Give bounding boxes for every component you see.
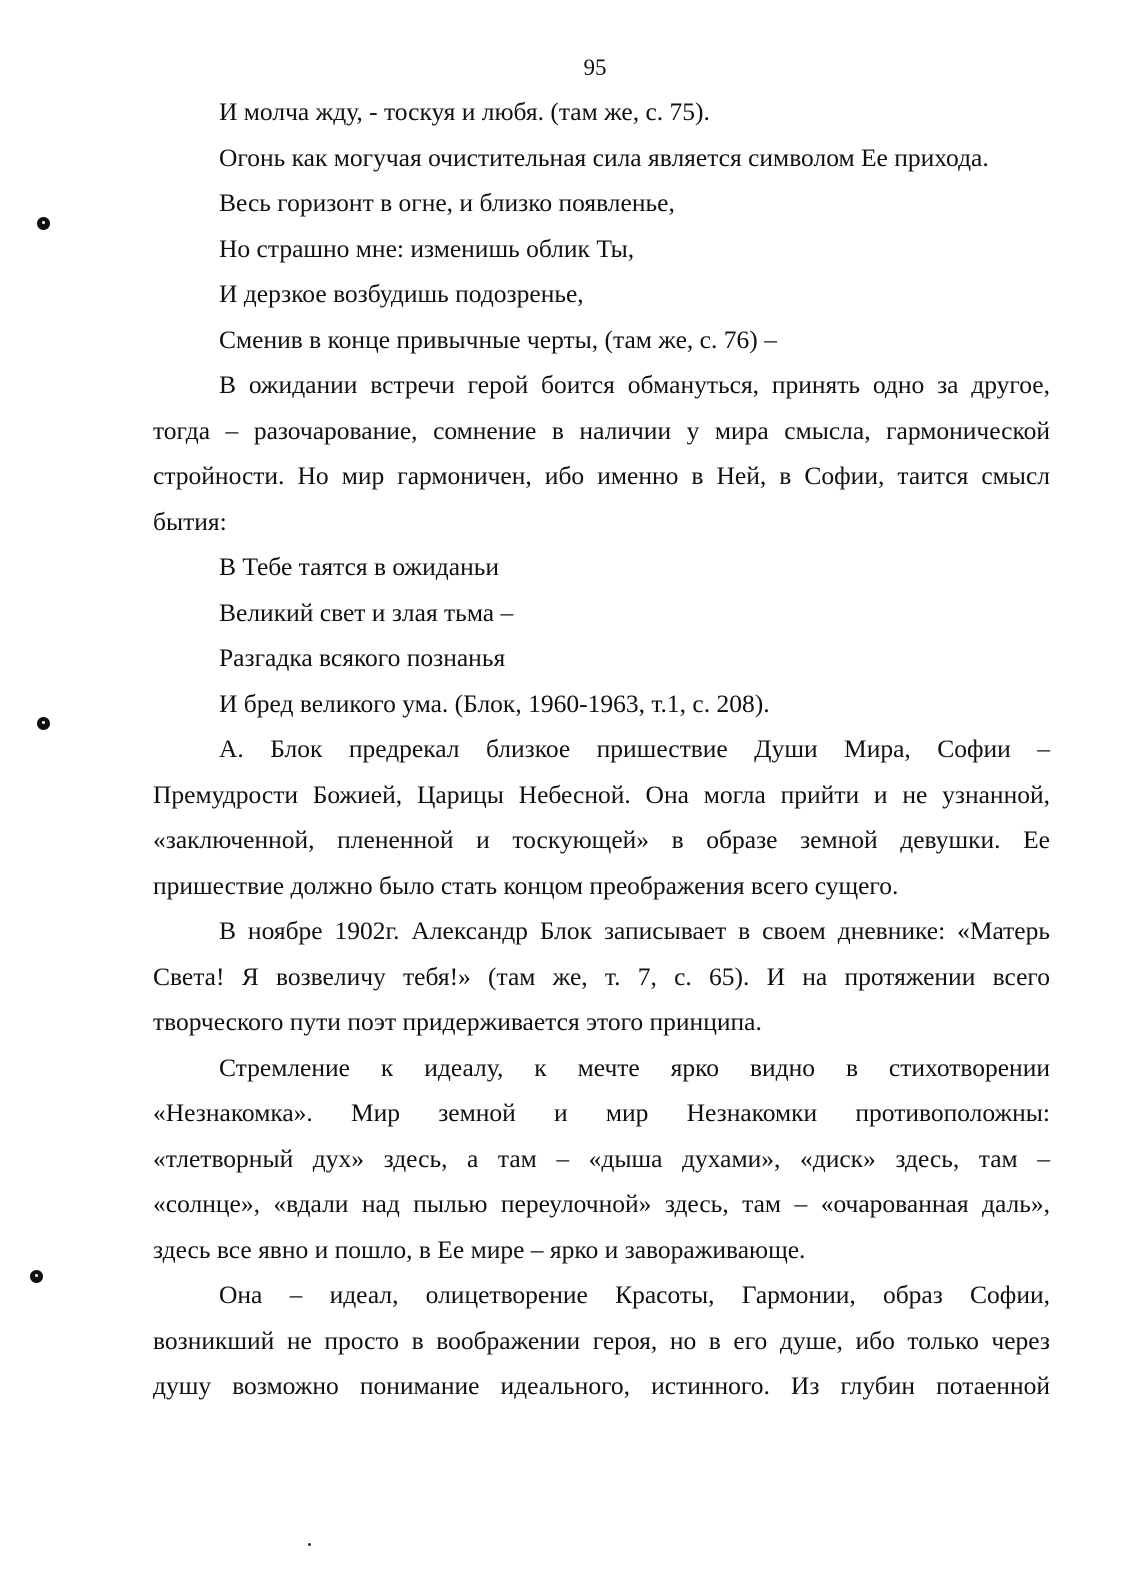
poem-line: И молча жду, - тоскуя и любя. (там же, с. 75). bbox=[219, 97, 710, 126]
paragraph-line: А. Блок предрекал близкое пришествие Души Мира, Софии – bbox=[219, 734, 1050, 763]
paragraph-line: Стремление к идеалу, к мечте ярко видно в стихотворении bbox=[219, 1052, 1050, 1082]
paragraph-line: Света! Я возвеличу тебя!» (там же, т. 7, с. 65). И на протяжении всего bbox=[153, 961, 1050, 991]
paragraph-line: тогда – разочарование, сомнение в наличии у мира смысла, гармонической bbox=[153, 415, 1050, 445]
poem-line: Великий свет и злая тьма – bbox=[219, 597, 514, 627]
paragraph-line: «солнце», «вдали над пылью переулочной» здесь, там – «очарованная даль», bbox=[153, 1189, 1050, 1218]
paragraph-line: В ожидании встречи герой боится обмануться, принять одно за другое, bbox=[219, 370, 1050, 399]
paragraph-line: возникший не просто в воображении героя, но в его душе, ибо только через bbox=[153, 1325, 1050, 1355]
paragraph-line: В ноябре 1902г. Александр Блок записывает в своем дневнике: «Матерь bbox=[219, 916, 1050, 945]
paragraph-line: Огонь как могучая очистительная сила является символом Ее прихода. bbox=[219, 142, 989, 172]
page-number: 95 bbox=[583, 55, 607, 80]
paragraph-line: «Незнакомка». Мир земной и мир Незнакомки противоположны: bbox=[153, 1098, 1050, 1127]
paragraph-line: творческого пути поэт придерживается этого принципа. bbox=[153, 1007, 762, 1036]
paragraph-line: бытия: bbox=[153, 506, 227, 536]
scan-speck bbox=[308, 1543, 311, 1546]
poem-line: В Тебе таятся в ожиданьи bbox=[219, 552, 500, 581]
paragraph-line: «заключенной, плененной и тоскующей» в образе земной девушки. Ее bbox=[153, 825, 1050, 854]
paragraph-line: здесь все явно и пошло, в Ее мире – ярко и завораживающе. bbox=[153, 1234, 806, 1264]
poem-line: Сменив в конце привычные черты, (там же, с. 76) – bbox=[219, 324, 777, 354]
punch-hole-mark bbox=[37, 217, 50, 230]
punch-hole-mark bbox=[37, 717, 50, 730]
paragraph-line: Она – идеал, олицетворение Красоты, Гармонии, образ Софии, bbox=[219, 1280, 1050, 1309]
paragraph-line: «тлетворный дух» здесь, а там – «дыша духами», «диск» здесь, там – bbox=[153, 1143, 1050, 1173]
paragraph-line: пришествие должно было стать концом преображения всего сущего. bbox=[153, 870, 899, 900]
paragraph-line: Премудрости Божией, Царицы Небесной. Она могла прийти и не узнанной, bbox=[153, 779, 1050, 809]
poem-line: Но страшно мне: изменишь облик Ты, bbox=[219, 233, 635, 263]
punch-hole-mark bbox=[30, 1270, 43, 1283]
poem-line: И дерзкое возбудишь подозренье, bbox=[219, 279, 584, 308]
document-body bbox=[153, 89, 1050, 1409]
poem-line: Разгадка всякого познанья bbox=[219, 643, 506, 672]
poem-line: Весь горизонт в огне, и близко появленье, bbox=[219, 188, 675, 217]
poem-line: И бред великого ума. (Блок, 1960-1963, т.1, с. 208). bbox=[219, 688, 770, 718]
paragraph-line: душу возможно понимание идеального, истинного. Из глубин потаенной bbox=[153, 1371, 1050, 1400]
paragraph-line: стройности. Но мир гармоничен, ибо именно в Ней, в Софии, таится смысл bbox=[153, 461, 1050, 490]
